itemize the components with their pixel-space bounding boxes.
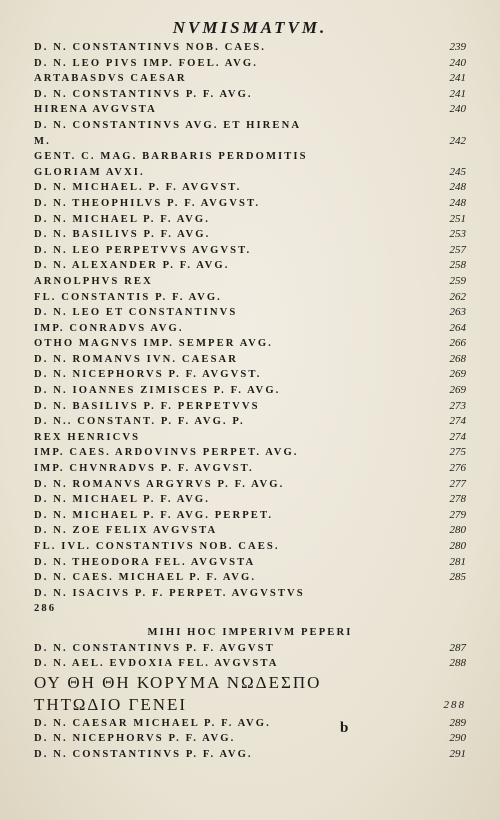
page-number: 288 (449, 657, 466, 670)
entry-text: OTHO MAGNVS IMP. SEMPER AVG. (34, 338, 273, 350)
entry-text: D. N. AEL. EVDOXIA FEL. AVGVSTA (34, 658, 279, 670)
list-item (34, 180, 466, 196)
page-number: 248 (449, 181, 466, 194)
list-item (34, 40, 466, 56)
entry-text: ARNOLPHVS REX (34, 275, 153, 287)
page-number: 266 (449, 337, 466, 350)
list-item (34, 274, 466, 290)
list-item (34, 570, 466, 586)
entry-text: HIRENA AVGVSTA (34, 104, 157, 116)
list-item (34, 56, 466, 72)
entry-text: D. N. ROMANVS IVN. CAESAR (34, 353, 239, 365)
list-item (34, 586, 466, 602)
entry-text: D. N. CONSTANTINVS P. F. AVG. (34, 748, 253, 760)
list-item (34, 461, 466, 477)
page-number: 285 (449, 571, 466, 584)
list-item (34, 523, 466, 539)
list-item (34, 539, 466, 555)
list-item (34, 290, 466, 306)
page-number: 242 (449, 134, 466, 147)
entry-text: M. (34, 135, 51, 147)
list-item (34, 414, 466, 430)
list-item (34, 747, 466, 763)
page-number: 269 (449, 368, 466, 381)
list-item (34, 716, 466, 732)
list-item (34, 445, 466, 461)
page-number: 251 (449, 212, 466, 225)
entry-text: D. N. CONSTANTINVS P. F. AVGVST (34, 642, 275, 654)
list-item (34, 383, 466, 399)
entry-text: D. N. THEOPHILVS P. F. AVGVST. (34, 197, 261, 209)
entry-text: D. N. MICHAEL P. F. AVG. (34, 494, 210, 506)
page-number: 257 (449, 243, 466, 256)
greek-inscription-line (34, 672, 466, 694)
entry-text: D. N. CAESAR MICHAEL P. F. AVG. (34, 717, 271, 729)
list-item (34, 477, 466, 493)
page-number: 241 (449, 87, 466, 100)
entry-text: D. N. CONSTANTINVS NOB. CAES. (34, 42, 266, 53)
list-item (34, 243, 466, 259)
page-number: 280 (449, 540, 466, 552)
greek-text: ΟΥ ΘΗ ΘΗ ΚΟΡΥΜΑ ΝΩΔΕΣΠΟ (34, 672, 322, 692)
list-item (34, 102, 466, 118)
entry-text: D. N. CAES. MICHAEL P. F. AVG. (34, 572, 257, 584)
entry-list (34, 40, 466, 763)
page-number: 263 (449, 306, 466, 319)
page-number: 259 (449, 274, 466, 287)
list-item (34, 149, 466, 165)
entry-text: D. N. ROMANVS ARGYRVS P. F. AVG. (34, 478, 285, 490)
entry-text: D. N. NICEPHORVS P. F. AVG. (34, 733, 236, 745)
entry-text: FL. IVL. CONSTANTIVS NOB. CAES. (34, 541, 280, 552)
page-number: 258 (449, 259, 466, 272)
page-number: 276 (449, 462, 466, 475)
page-number: 240 (449, 56, 466, 69)
list-item (34, 227, 466, 243)
entry-text: D. N. MICHAEL. P. F. AVGVST. (34, 182, 242, 194)
list-item (34, 196, 466, 212)
page-number: 262 (449, 290, 466, 303)
entry-text: D. N. IOANNES ZIMISCES P. F. AVG. (34, 385, 281, 397)
page-number: 269 (449, 384, 466, 397)
page-number: 240 (449, 103, 466, 116)
page-number: 274 (449, 415, 466, 428)
page-number: 291 (449, 747, 466, 760)
entry-text: D. N. NICEPHORVS P. F. AVGVST. (34, 369, 262, 381)
page-number: 278 (449, 493, 466, 506)
greek-text: ΤΗΤΩΔΙΟ ΓΕΝΕΙ (34, 694, 188, 714)
list-item (34, 367, 466, 383)
entry-text: D. N. CONSTANTINVS P. F. AVG. (34, 88, 253, 100)
list-item (34, 118, 466, 134)
list-item (34, 87, 466, 103)
list-item (34, 71, 466, 87)
list-item (34, 336, 466, 352)
entry-text: IMP. CAES. ARDOVINVS PERPET. AVG. (34, 447, 299, 459)
page-number: 281 (449, 555, 466, 568)
page-number: 253 (449, 228, 466, 241)
page-number: 288 (443, 698, 466, 711)
page-number: 289 (449, 716, 466, 729)
page-number: 275 (449, 446, 466, 459)
entry-text: D. N. MICHAEL P. F. AVG. PERPET. (34, 509, 274, 521)
entry-text: IMP. CONRADVS AVG. (34, 322, 184, 334)
entry-text: GENT. C. MAG. BARBARIS PERDOMITIS (34, 151, 308, 163)
page-number: 273 (449, 399, 466, 412)
list-item (34, 321, 466, 337)
entry-text: 286 (34, 603, 57, 615)
list-item (34, 656, 466, 672)
page-number: 239 (449, 41, 466, 53)
center-inscription: MIHI HOC IMPERIVM PEPERI (147, 626, 353, 638)
entry-text: FL. CONSTANTIS P. F. AVG. (34, 291, 222, 303)
entry-text: GLORIAM AVXI. (34, 166, 145, 178)
list-item (34, 430, 466, 446)
entry-text: D. N. ZOE FELIX AVGVSTA (34, 525, 218, 537)
list-item (34, 305, 466, 321)
entry-text: D. N.. CONSTANT. P. F. AVG. P. (34, 416, 245, 428)
page-number: 274 (449, 430, 466, 443)
entry-text: D. N. LEO PIVS IMP. FOEL. AVG. (34, 57, 258, 69)
page-number: 279 (449, 508, 466, 521)
page-header: NVMISMATVM. (172, 18, 328, 37)
list-item (34, 399, 466, 415)
page-number: 290 (449, 732, 466, 745)
list-item (34, 492, 466, 508)
list-item (34, 258, 466, 274)
page-number: 277 (449, 477, 466, 490)
entry-text: D. N. LEO PERPETVVS AVGVST. (34, 244, 252, 256)
entry-text: D. N. THEODORA FEL. AVGVSTA (34, 556, 256, 568)
list-item (34, 601, 466, 617)
entry-text: D. N. ISACIVS P. F. PERPET. AVGVSTVS (34, 587, 305, 599)
spacer (34, 617, 466, 625)
list-item (34, 731, 466, 747)
page-number: 264 (449, 321, 466, 334)
list-item (34, 212, 466, 228)
entry-text: REX HENRICVS (34, 431, 141, 443)
list-item (34, 134, 466, 150)
page-number: 248 (449, 196, 466, 209)
entry-text: ARTABASDVS CAESAR (34, 73, 187, 85)
entry-text: D. N. LEO ET CONSTANTINVS (34, 307, 238, 319)
page-number: 268 (449, 352, 466, 365)
entry-text: D. N. CONSTANTINVS AVG. ET HIRENA (34, 119, 302, 131)
signature-mark: b (340, 720, 349, 736)
page-number: 241 (449, 72, 466, 85)
list-item (34, 352, 466, 368)
entry-text: D. N. BASILIVS P. F. PERPETVVS (34, 400, 260, 412)
page-number: 280 (449, 524, 466, 537)
greek-inscription-line (34, 694, 466, 716)
page-number: 287 (449, 641, 466, 654)
list-item (34, 508, 466, 524)
entry-text: IMP. CHVNRADVS P. F. AVGVST. (34, 463, 254, 475)
entry-text: D. N. ALEXANDER P. F. AVG. (34, 260, 230, 272)
entry-text: D. N. MICHAEL P. F. AVG. (34, 213, 210, 225)
list-item (34, 555, 466, 571)
entry-text: D. N. BASILIVS P. F. AVG. (34, 229, 211, 241)
page-number: 245 (449, 165, 466, 178)
list-item (34, 641, 466, 657)
list-item (34, 165, 466, 181)
